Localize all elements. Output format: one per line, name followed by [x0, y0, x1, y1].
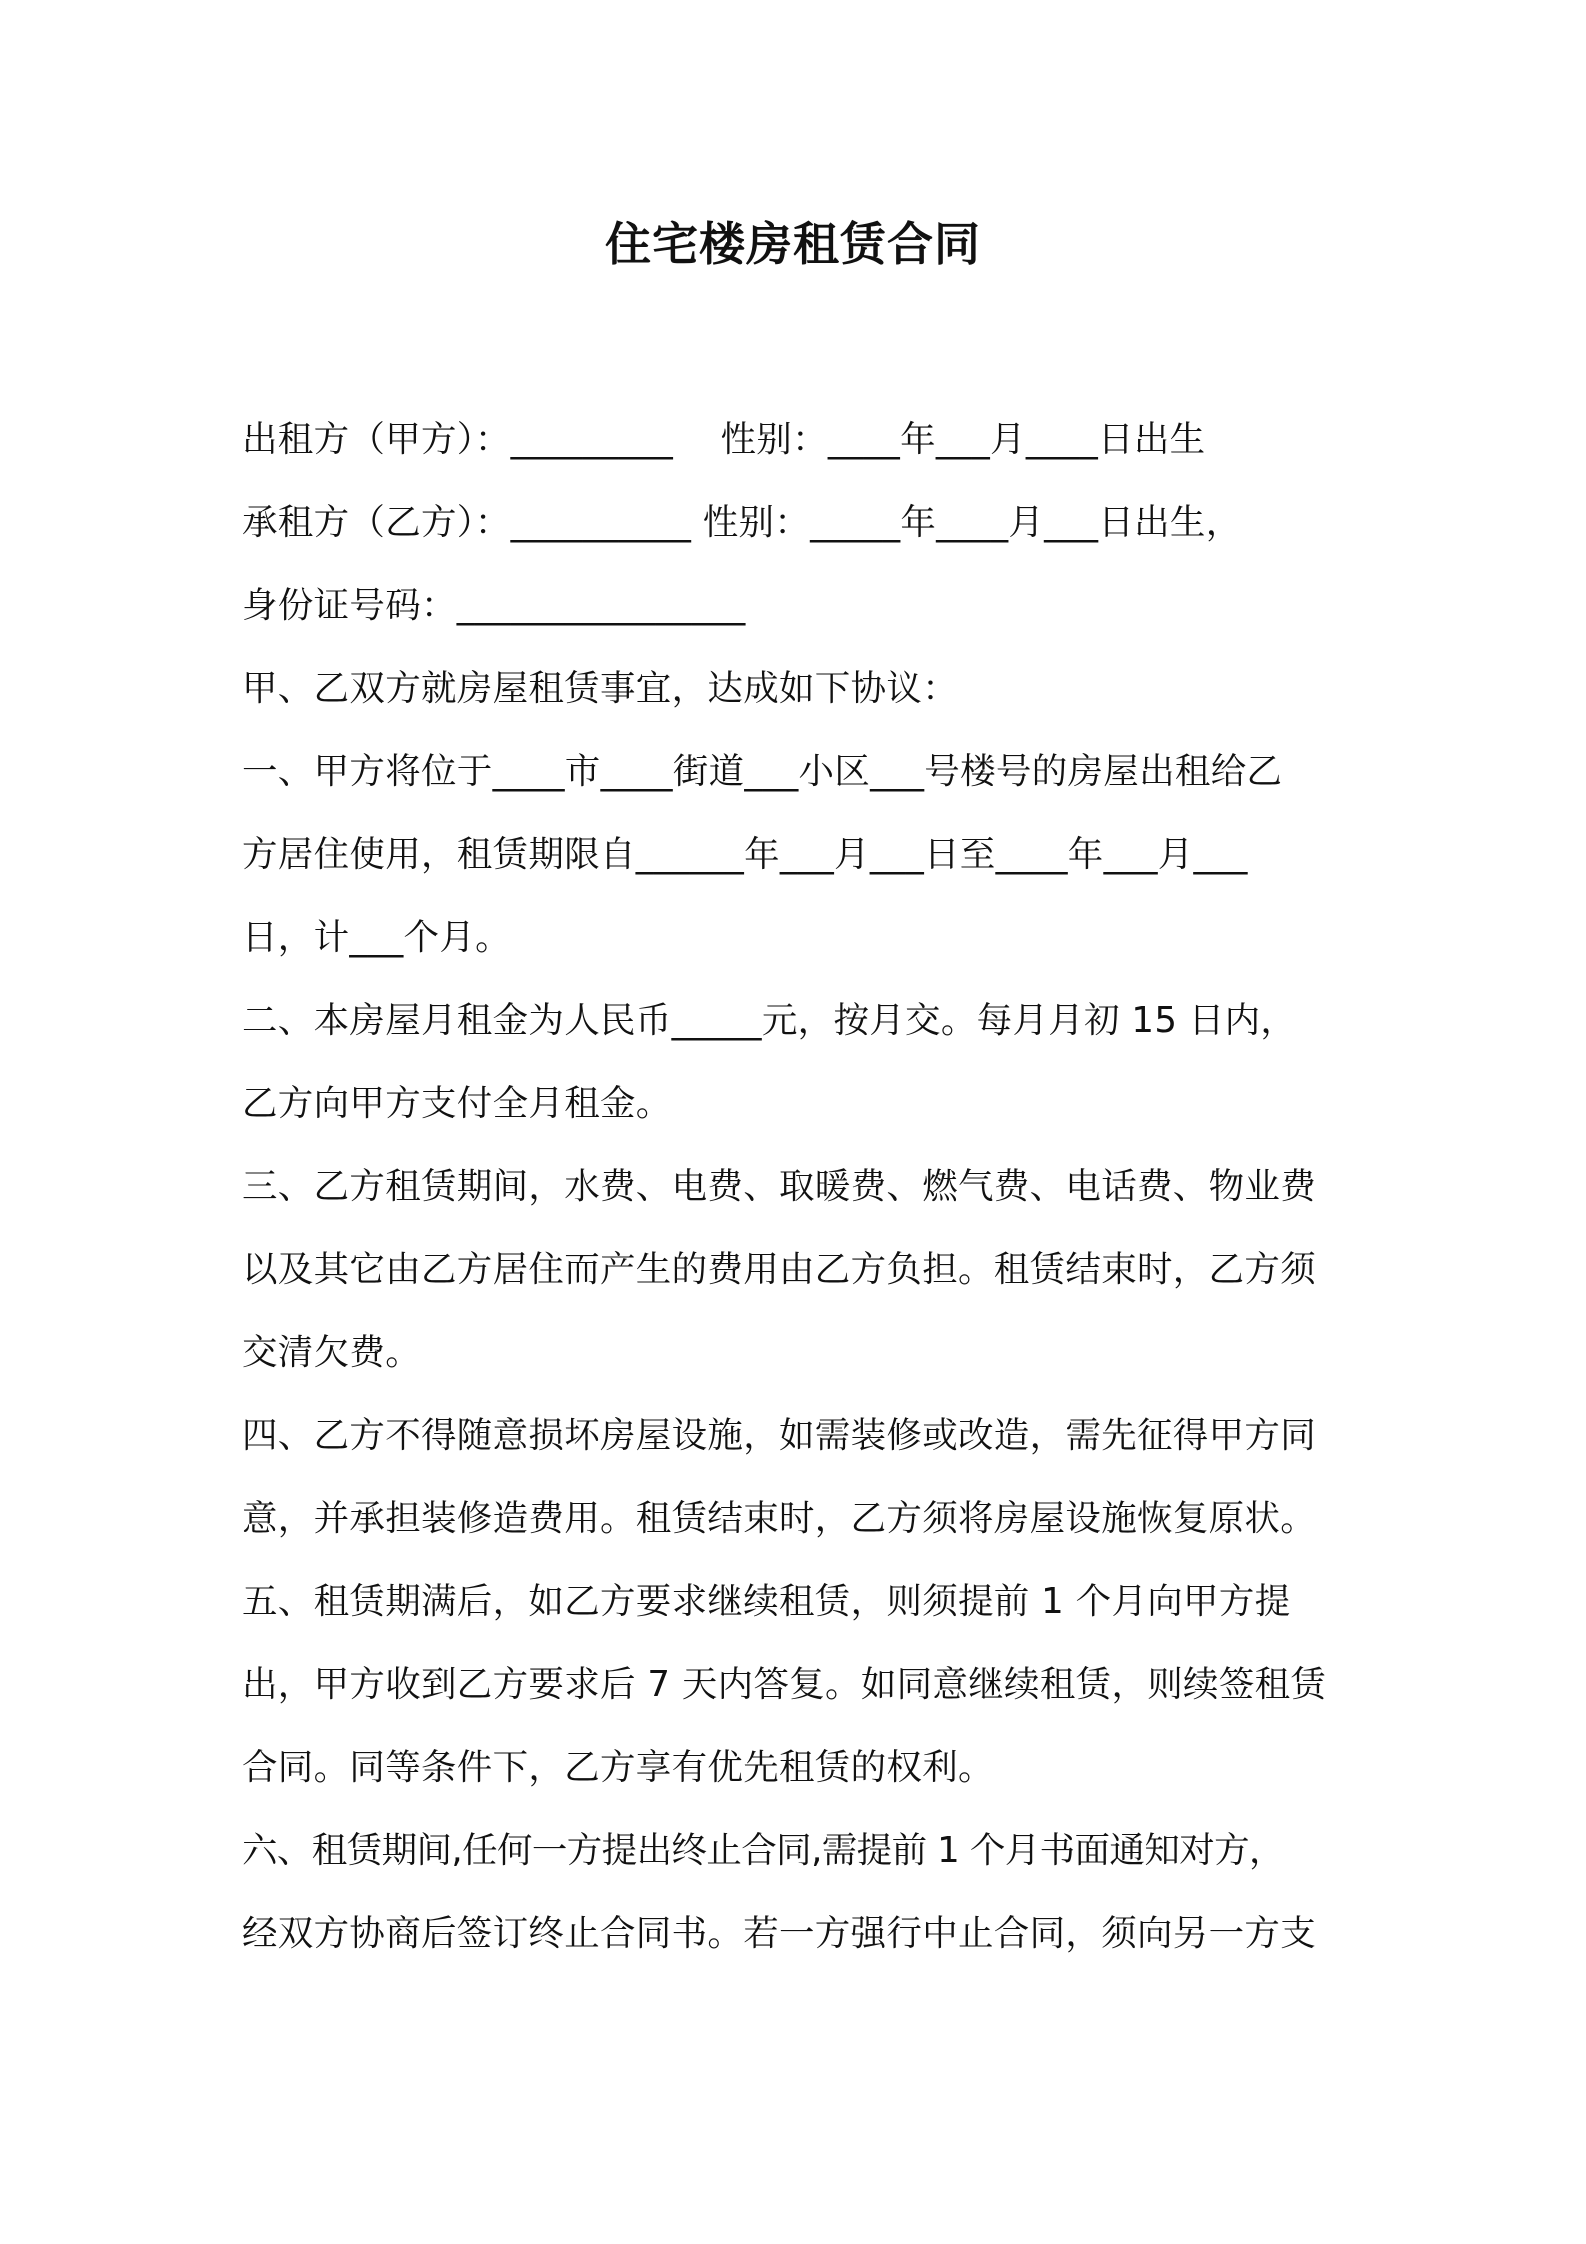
- clause-1-line-1: 一、甲方将位于____市____街道___小区___号楼号的房屋出租给乙: [242, 751, 1283, 792]
- clause-6-line-2: 经双方协商后签订终止合同书。若一方强行中止合同，须向另一方支: [242, 1913, 1317, 1954]
- clause-2-line-2: 乙方向甲方支付全月租金。: [242, 1083, 672, 1124]
- clause-5-line-3: 合同。同等条件下，乙方享有优先租赁的权利。: [242, 1747, 994, 1788]
- clause-3-line-3: 交清欠费。: [242, 1332, 422, 1373]
- clause-5-line-1: 五、租赁期满后，如乙方要求继续租赁，则须提前 1 个月向甲方提: [242, 1581, 1291, 1622]
- clause-4-line-2: 意，并承担装修造费用。租赁结束时，乙方须将房屋设施恢复原状。: [242, 1498, 1317, 1539]
- clause-3-line-2: 以及其它由乙方居住而产生的费用由乙方负担。租赁结束时，乙方须: [242, 1249, 1317, 1290]
- id-number-line: 身份证号码：________________: [242, 585, 746, 626]
- clause-5-line-2: 出，甲方收到乙方要求后 7 天内答复。如同意继续租赁，则续签租赁: [242, 1664, 1327, 1705]
- clause-4-line-1: 四、乙方不得随意损坏房屋设施，如需装修或改造，需先征得甲方同: [242, 1415, 1317, 1456]
- contract-body: [242, 410, 1362, 1987]
- clause-2-line-1: 二、本房屋月租金为人民币_____元，按月交。每月月初 15 日内，: [242, 1000, 1297, 1041]
- clause-3-line-1: 三、乙方租赁期间，水费、电费、取暖费、燃气费、电话费、物业费: [242, 1166, 1317, 1207]
- clause-6-line-1: 六、租赁期间,任何一方提出终止合同,需提前 1 个月书面通知对方，: [242, 1830, 1284, 1871]
- clause-1-line-3: 日，计___个月。: [242, 917, 511, 958]
- document-title: 住宅楼房租赁合同: [605, 217, 981, 271]
- agreement-intro: 甲、乙双方就房屋租赁事宜，达成如下协议：: [242, 668, 959, 709]
- lessor-line: 出租方（甲方）：_________ 性别：____年___月____日出生: [242, 419, 1206, 460]
- clause-1-line-2: 方居住使用，租赁期限自______年___月___日至____年___月___: [242, 834, 1248, 875]
- lessee-line: 承租方（乙方）：__________ 性别：_____年____月___日出生，: [242, 502, 1242, 543]
